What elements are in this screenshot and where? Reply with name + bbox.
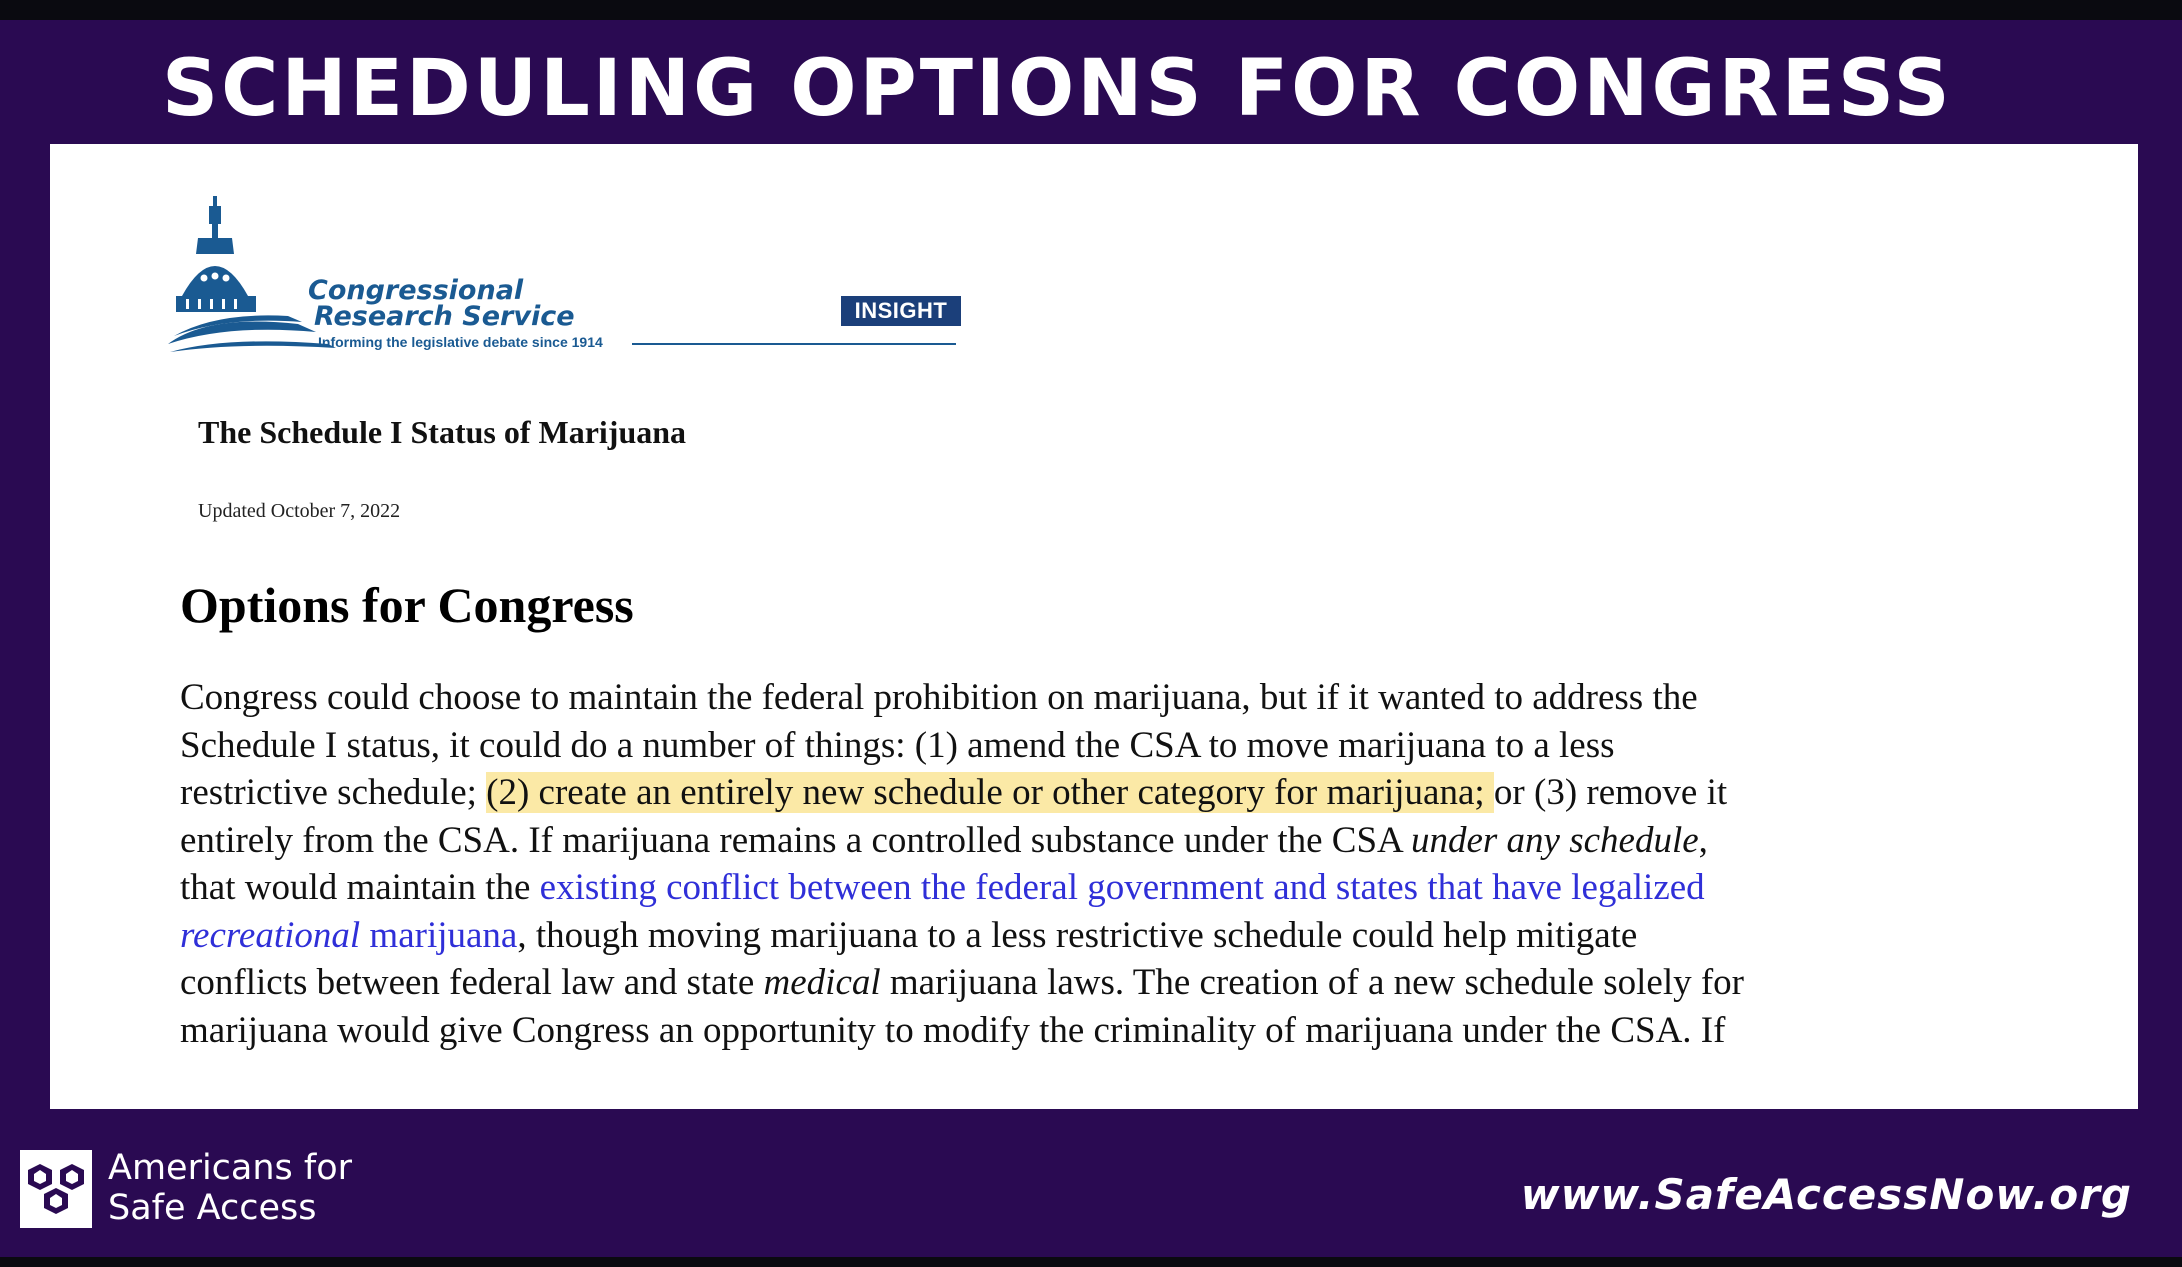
paragraph-line (180, 959, 2140, 1007)
paragraph-line (180, 722, 2140, 770)
section-heading: Options for Congress (180, 577, 634, 633)
text-run: , though moving marijuana to a less restrictive schedule could help mitigate (517, 914, 1638, 956)
conflict-link[interactable]: existing conflict between the federal government and states that have legalized (539, 867, 1705, 908)
italic-text: medical (763, 962, 881, 1003)
text-run: that would maintain the (180, 867, 540, 908)
text-run: conflicts between federal law and state (180, 962, 764, 1003)
paragraph-line (180, 864, 2140, 912)
hexagon-cannabis-icon (20, 1150, 92, 1228)
text-run: or (3) remove it (1493, 772, 1728, 813)
conflict-link-italic[interactable]: recreational (180, 914, 361, 956)
paragraph-line (180, 1007, 2140, 1055)
conflict-link-end[interactable]: marijuana (360, 914, 518, 956)
crs-tagline: Informing the legislative debate since 1914 (318, 334, 603, 350)
paragraph-line (180, 912, 2140, 960)
highlighted-text: (2) create an entirely new schedule or other category for marijuana; (486, 772, 1494, 813)
text-run: Schedule I status, it could do a number of things: (1) amend the CSA to move marijuana to a less (180, 724, 1615, 766)
document-title: The Schedule I Status of Marijuana (198, 414, 687, 450)
text-run: , (1698, 819, 1708, 861)
paragraph-line (180, 817, 2140, 865)
text-run: restrictive schedule; (180, 772, 487, 813)
text-run: marijuana would give Congress an opportunity to modify the criminality of marijuana under the CSA. If (180, 1009, 1726, 1051)
website-url[interactable]: www.SafeAccessNow.org (1520, 1170, 2132, 1219)
text-run: Congress could choose to maintain the federal prohibition on marijuana, but if it wanted to address the (180, 677, 1698, 718)
footer-org-name (108, 1148, 352, 1228)
capitol-dome-icon (168, 196, 1016, 356)
body-paragraph (180, 674, 2140, 1054)
updated-date: Updated October 7, 2022 (198, 500, 401, 522)
document-excerpt (50, 144, 2138, 1109)
text-run: marijuana laws. The creation of a new schedule solely for (880, 962, 1744, 1003)
bottom-band (0, 1257, 2182, 1267)
paragraph-line (180, 674, 2140, 722)
slide-title: SCHEDULING OPTIONS FOR CONGRESS (162, 44, 1953, 134)
insight-badge: INSIGHT (841, 296, 961, 326)
paragraph-line (180, 769, 2140, 817)
org-name-line2: Safe Access (108, 1188, 317, 1228)
header-rule (632, 343, 956, 345)
top-band (0, 0, 2182, 20)
crs-name (308, 275, 575, 332)
italic-text: under any schedule (1410, 819, 1699, 861)
crs-name-line2: Research Service (314, 301, 575, 332)
org-name-line1: Americans for (108, 1148, 353, 1188)
crs-name-line1: Congressional (308, 275, 524, 306)
text-run: entirely from the CSA. If marijuana remains a controlled substance under the CSA (180, 819, 1411, 861)
